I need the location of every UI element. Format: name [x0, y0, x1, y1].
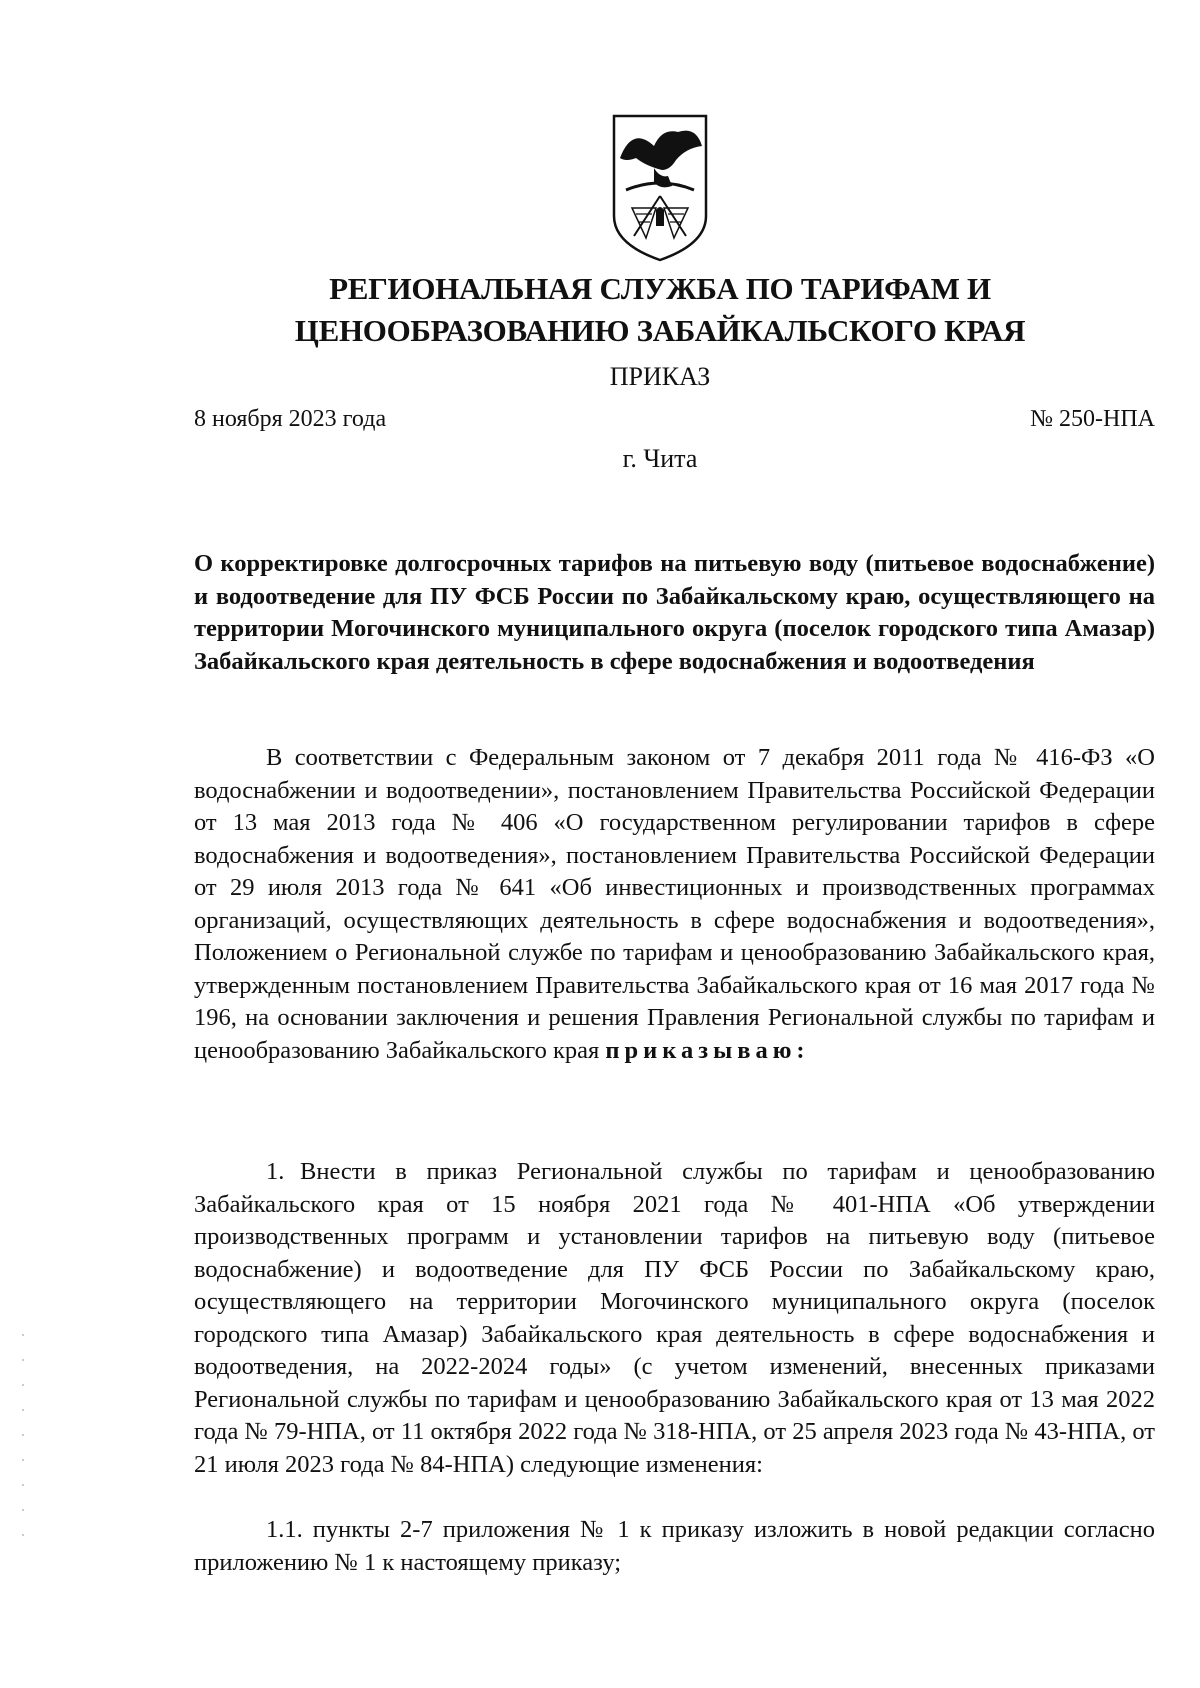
scan-artifact-dots — [20, 1330, 26, 1540]
coat-of-arms-emblem — [610, 112, 710, 264]
document-date: 8 ноября 2023 года — [194, 406, 387, 432]
agency-name-line2: ЦЕНООБРАЗОВАНИЮ ЗАБАЙКАЛЬСКОГО КРАЯ — [294, 313, 1026, 348]
item-1-paragraph — [194, 1156, 1155, 1481]
document-city: г. Чита — [622, 444, 698, 473]
document-subject: О корректировке долгосрочных тарифов на питьевую воду (питьевое водоснабжение) и водоотведение для ПУ ФСБ России по Забайкальскому краю, осуществляющего на территории Могочинского муниципального округа (поселок городского типа Амазар) Забайкальского края деятельность в сфере водоснабжения и водоотведения — [194, 550, 1155, 675]
document-number: № 250-НПА — [1030, 406, 1155, 432]
item-1-1-paragraph: 1.1. пункты 2-7 приложения № 1 к приказу изложить в новой редакции согласно приложению № 1 к настоящему приказу; — [194, 1516, 1155, 1576]
preamble-text: В соответствии с Федеральным законом от 7 декабря 2011 года № 416-ФЗ «О водоснабжении и водоотведении», постановлением Правительства Российской Федерации от 13 мая 2013 года № 406 «О государственном регулировании тарифов в сфере водоснабжения и водоотведения», постановлением Правительства Российской Федерации от 29 июля 2013 года № 641 «Об инвестиционных и производственных программах организаций, осуществляющих деятельность в сфере водоснабжения и водоотведения», Положением о Региональной службе по тарифам и ценообразованию Забайкальского края, утвержденным постановлением Правительства Забайкальского края от 16 мая 2017 года № 196, на основании заключения и решения Правления Региональной службы по тарифам и ценообразованию Забайкальского края — [194, 744, 1155, 1064]
agency-name — [240, 268, 1080, 352]
item-1-text: Внести в приказ Региональной службы по тарифам и ценообразованию Забайкальского края от 15 ноября 2021 года № 401-НПА «Об утверждении производственных программ и установлении тарифов на питьевую воду (питьевое водоснабжение) и водоотведение для ПУ ФСБ России по Забайкальскому краю, осуществляющего на территории Могочинского муниципального округа (поселок городского типа Амазар) Забайкальского края деятельность в сфере водоснабжения и водоотведения, на 2022-2024 годы» (с учетом изменений, внесенных приказами Региональной службы по тарифам и ценообразованию Забайкальского края от 13 мая 2022 года № 79-НПА, от 11 октября 2022 года № 318-НПА, от 25 апреля 2023 года № 43-НПА, от 21 июля 2023 года № 84-НПА) следующие изменения: — [194, 1158, 1155, 1478]
preamble-paragraph — [194, 742, 1155, 1067]
order-word: приказываю: — [605, 1036, 810, 1064]
document-type: ПРИКАЗ — [609, 362, 711, 391]
item-1-number: 1. — [266, 1158, 285, 1185]
agency-name-line1: РЕГИОНАЛЬНАЯ СЛУЖБА ПО ТАРИФАМ И — [329, 271, 991, 306]
